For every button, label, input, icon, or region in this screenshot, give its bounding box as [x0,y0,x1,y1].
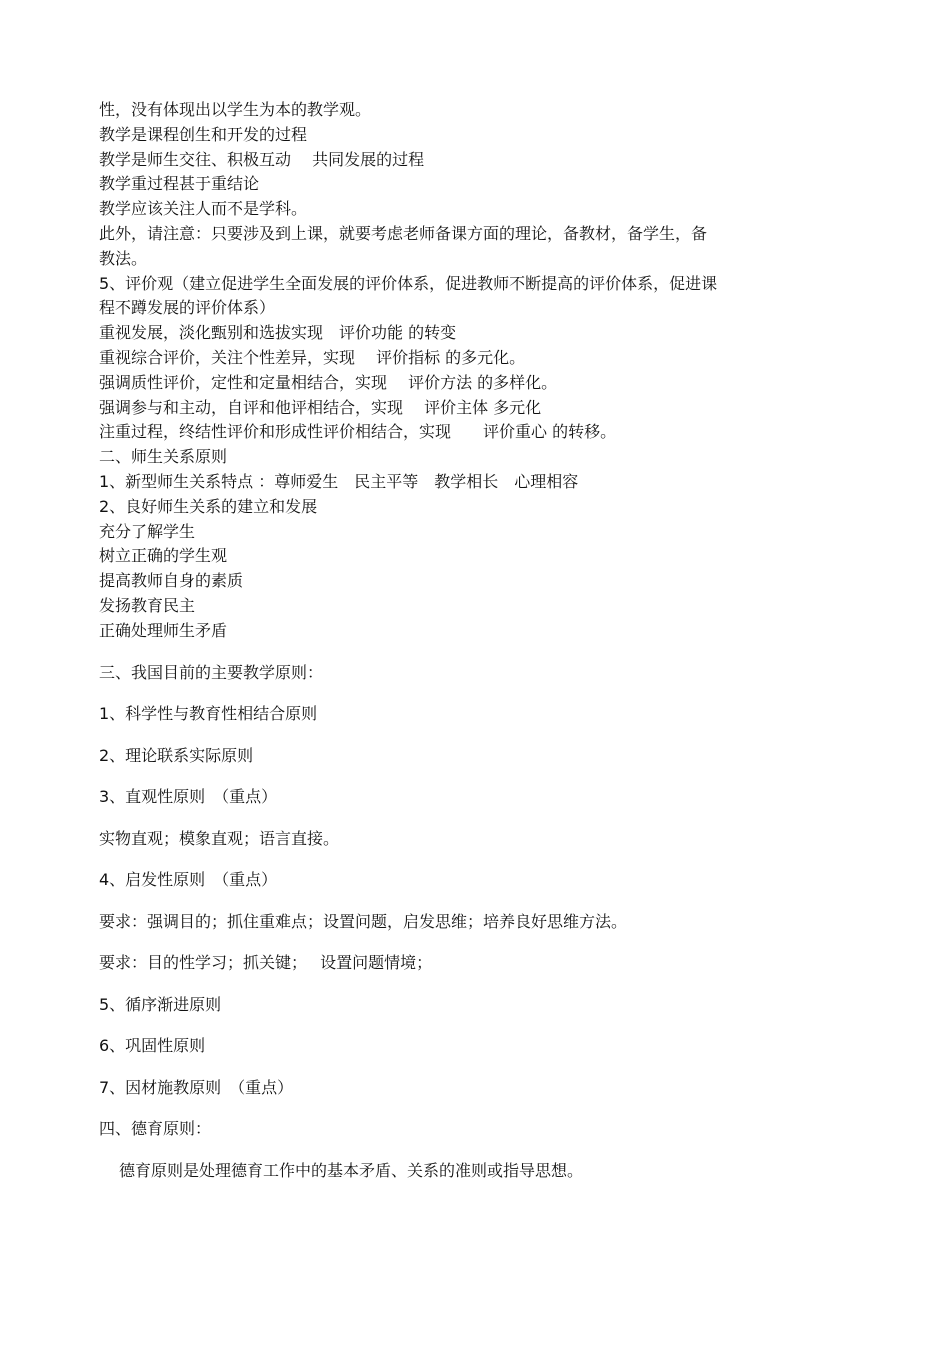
list-item: 2、理论联系实际原则 [99,745,254,765]
text-line: 注重过程，终结性评价和形成性评价相结合，实现 评价重心 的转移。 [99,422,617,442]
text-line: 要求：强调目的；抓住重难点；设置问题，启发思维；培养良好思维方法。 [99,911,628,931]
text-line: 树立正确的学生观 [99,546,228,566]
text-line: 教学应该关注人而不是学科。 [99,199,308,219]
list-item: 4、启发性原则 （重点） [99,870,278,890]
text-line: 教学是课程创生和开发的过程 [99,124,308,144]
text-line: 重视综合评价，关注个性差异，实现 评价指标 的多元化。 [99,347,526,367]
text-line: 2、良好师生关系的建立和发展 [99,496,318,516]
section-heading-teaching-principles: 三、我国目前的主要教学原则： [99,662,324,682]
text-line: 程不蹲发展的评价体系） [99,298,276,318]
text-line: 提高教师自身的素质 [99,571,244,591]
text-line: 教学是师生交往、积极互动 共同发展的过程 [99,149,425,169]
spacer [99,644,809,661]
section-heading-moral-education: 四、德育原则： [99,1119,212,1139]
list-item: 1、科学性与教育性相结合原则 [99,704,318,724]
section-heading-evaluation: 5、评价观（建立促进学生全面发展的评价体系，促进教师不断提高的评价体系，促进课 [99,273,718,293]
list-item: 3、直观性原则 （重点） [99,787,278,807]
text-line: 充分了解学生 [99,521,196,541]
text-line: 实物直观；模象直观；语言直接。 [99,828,340,848]
text-line: 教学重过程甚于重结论 [99,174,260,194]
text-line: 强调参与和主动，自评和他评相结合，实现 评价主体 多元化 [99,397,542,417]
paragraph: 德育原则是处理德育工作中的基本矛盾、关系的准则或指导思想。 [119,1160,584,1180]
text-line: 此外，请注意：只要涉及到上课，就要考虑老师备课方面的理论，备教材，备学生，备 [99,223,708,243]
text-line: 重视发展，淡化甄别和选拔实现 评价功能 的转变 [99,323,457,343]
list-item: 7、因材施教原则 （重点） [99,1077,294,1097]
text-line: 发扬教育民主 [99,595,196,615]
list-item: 6、巩固性原则 [99,1036,206,1056]
document-body [99,98,809,1200]
text-line: 1、新型师生关系特点 ：尊师爱生 民主平等 教学相长 心理相容 [99,471,579,491]
section-heading-teacher-student: 二、师生关系原则 [99,447,228,467]
text-line: 强调质性评价，定性和定量相结合，实现 评价方法 的多样化。 [99,372,558,392]
list-item: 5、循序渐进原则 [99,994,222,1014]
text-line: 要求：目的性学习；抓关键； 设置问题情境； [99,953,433,973]
text-line: 教法。 [99,248,148,268]
text-line: 正确处理师生矛盾 [99,620,228,640]
text-line: 性，没有体现出以学生为本的教学观。 [99,100,372,119]
